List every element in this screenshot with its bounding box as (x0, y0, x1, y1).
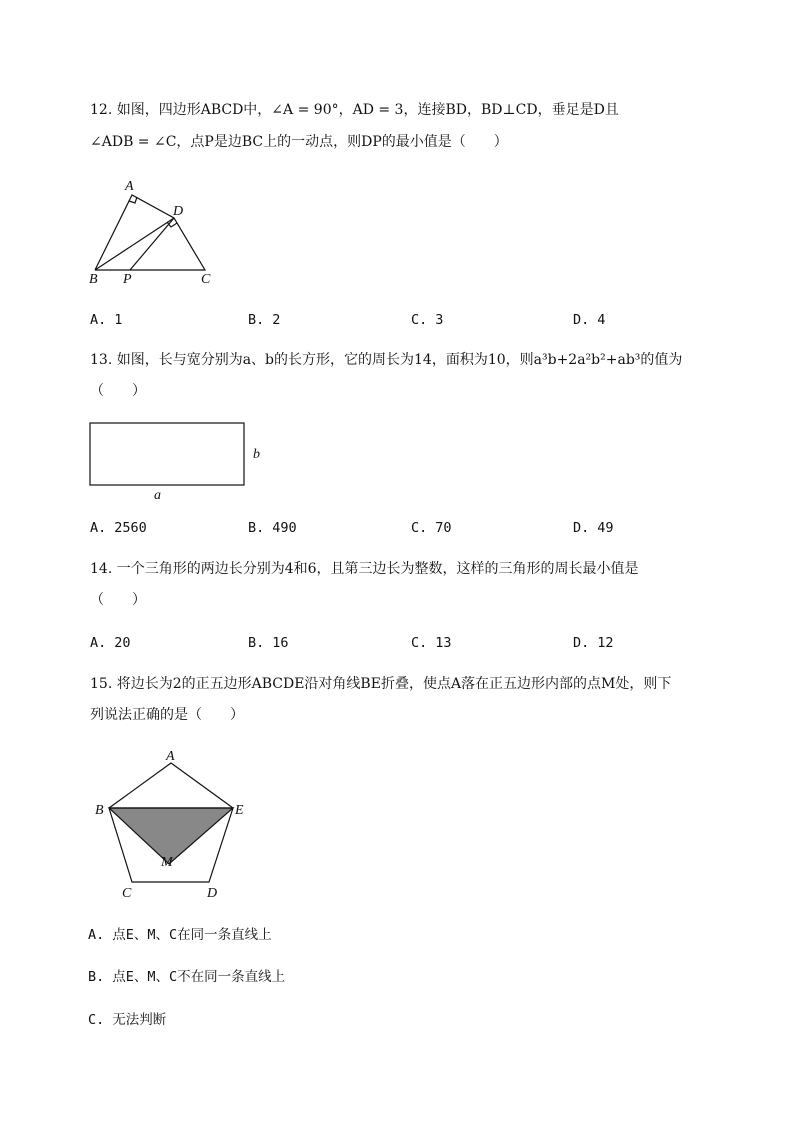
q12-option-b[interactable] (248, 310, 280, 330)
q13-stem-line1: 13. 如图，长与宽分别为a、b的长方形，它的周长为14，面积为10，则a³b+2a²b²+ab³的值为 (90, 352, 683, 368)
option-text: 无法判断 (112, 1012, 167, 1028)
q14-option-b[interactable] (248, 633, 289, 653)
q15-option-b[interactable] (88, 967, 285, 987)
option-label: D. (573, 312, 590, 328)
q13-option-a[interactable] (90, 518, 147, 538)
q13-option-b[interactable] (248, 518, 297, 538)
q13-label-b: b (253, 447, 260, 462)
q15-label-a: A (166, 749, 175, 764)
option-text: 3 (435, 312, 444, 328)
q15-stem-line2: 列说法正确的是（ ） (90, 707, 244, 723)
q13-rectangle (90, 423, 244, 485)
q13-label-a: a (154, 488, 161, 503)
option-label: C. (411, 312, 428, 328)
q15-stem-line1: 15. 将边长为2的正五边形ABCDE沿对角线BE折叠，使点A落在正五边形内部的点M处，则下 (90, 676, 672, 692)
q12-option-d[interactable] (573, 310, 605, 330)
option-text: 12 (597, 635, 614, 651)
option-text: 49 (597, 520, 614, 536)
option-text: 2 (272, 312, 281, 328)
q13-figure-rectangle (85, 418, 275, 504)
q15-label-d: D (207, 886, 218, 901)
q15-label-m: M (161, 855, 173, 870)
option-label: D. (573, 635, 590, 651)
q12-right-angle-d (167, 222, 177, 227)
option-text: 16 (272, 635, 289, 651)
option-label: B. (88, 969, 105, 985)
option-label: D. (573, 520, 590, 536)
q12-segment-bd (95, 218, 174, 270)
q13-option-d[interactable] (573, 518, 614, 538)
q14-stem-line2: （ ） (90, 592, 146, 608)
option-text: 490 (272, 520, 297, 536)
q15-figure-pentagon (88, 745, 258, 905)
q15-option-c[interactable] (88, 1010, 166, 1030)
q12-option-a[interactable] (90, 310, 122, 330)
option-label: C. (411, 520, 428, 536)
q12-segment-dp (130, 218, 174, 270)
q13-stem-line2: （ ） (90, 383, 146, 399)
q12-figure-quadrilateral (85, 175, 225, 287)
q12-label-c: C (201, 272, 211, 287)
q14-option-c[interactable] (411, 633, 452, 653)
q15-label-b: B (95, 803, 104, 818)
q12-label-p: P (123, 272, 132, 287)
option-text: 20 (114, 635, 131, 651)
option-text: 点E、M、C不在同一条直线上 (112, 969, 286, 985)
q15-label-c: C (122, 886, 132, 901)
option-text: 13 (435, 635, 452, 651)
option-text: 2560 (114, 520, 147, 536)
q14-option-a[interactable] (90, 633, 131, 653)
q12-stem-line1: 12. 如图，四边形ABCD中，∠A = 90°，AD = 3，连接BD，BD⊥CD，垂足是D且 (90, 102, 619, 118)
option-text: 4 (597, 312, 606, 328)
option-label: B. (248, 312, 265, 328)
q12-option-c[interactable] (411, 310, 443, 330)
option-text: 1 (114, 312, 123, 328)
option-label: C. (411, 635, 428, 651)
q12-label-a: A (125, 179, 134, 194)
option-text: 70 (435, 520, 452, 536)
q14-option-d[interactable] (573, 633, 614, 653)
option-label: B. (248, 635, 265, 651)
q15-option-a[interactable] (88, 925, 272, 945)
q12-label-d: D (173, 204, 184, 219)
q12-stem-line2: ∠ADB = ∠C，点P是边BC上的一动点，则DP的最小值是（ ） (90, 134, 508, 150)
option-label: A. (90, 520, 107, 536)
option-label: B. (248, 520, 265, 536)
option-text: 点E、M、C在同一条直线上 (112, 927, 272, 943)
option-label: A. (90, 312, 107, 328)
option-label: C. (88, 1012, 105, 1028)
q12-label-b: B (89, 272, 98, 287)
q14-stem-line1: 14. 一个三角形的两边长分别为4和6，且第三边长为整数，这样的三角形的周长最小值是 (90, 561, 639, 577)
option-label: A. (88, 927, 105, 943)
option-label: A. (90, 635, 107, 651)
q15-label-e: E (235, 803, 244, 818)
q13-option-c[interactable] (411, 518, 452, 538)
